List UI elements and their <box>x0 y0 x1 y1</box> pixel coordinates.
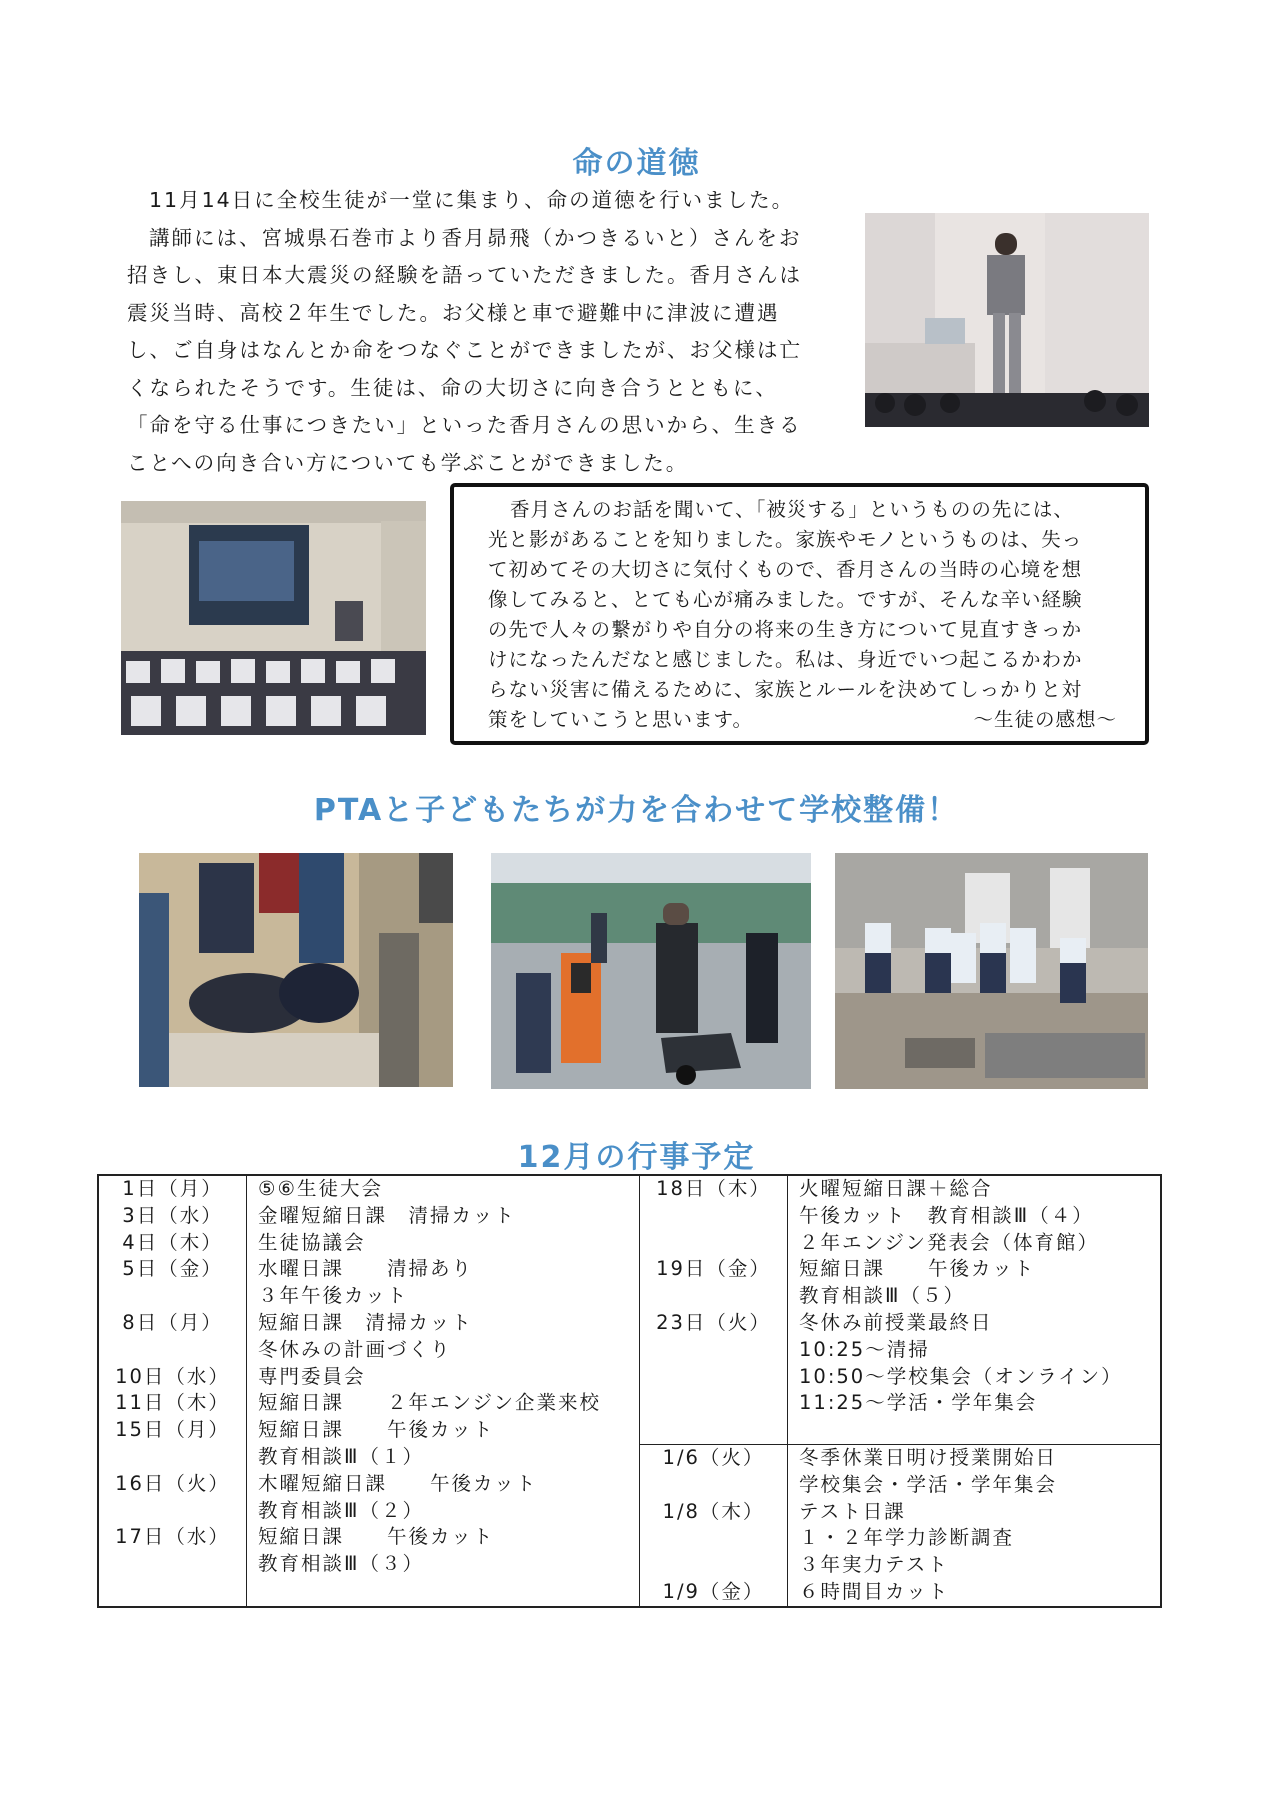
date-cell: 1日（月） <box>122 1177 223 1200</box>
intro-line: し、ご自身はなんとか命をつなぐことができましたが、お父様は亡 <box>127 338 802 362</box>
intro-line: くなられたそうです。生徒は、命の大切さに向き合うとともに、 <box>127 375 778 400</box>
intro-line: 震災当時、高校２年生でした。お父様と車で避難中に津波に遭遇 <box>127 300 780 325</box>
event-cell: 10:25～清掃 <box>799 1337 930 1361</box>
left-event-column <box>247 1175 640 1607</box>
date-cell: 1/9（金） <box>662 1579 765 1603</box>
event-cell: 短縮日課 午後カット <box>258 1418 495 1442</box>
event-cell: 短縮日課 ２年エンジン企業来校 <box>258 1391 602 1415</box>
event-cell: 短縮日課 午後カット <box>799 1257 1036 1281</box>
event-cell: 学校集会・学活・学年集会 <box>799 1472 1058 1496</box>
date-cell: 1/6（火） <box>662 1445 765 1469</box>
date-cell: 4日（木） <box>122 1230 223 1254</box>
event-cell: 教育相談Ⅲ（２） <box>258 1498 424 1522</box>
impression-signature: ～生徒の感想～ <box>973 708 1117 731</box>
event-cell: 生徒協議会 <box>258 1230 366 1254</box>
event-cell: 短縮日課 午後カット <box>258 1525 495 1549</box>
intro-line: ことへの向き合い方についても学ぶことができました。 <box>127 450 689 475</box>
maintenance-photo-3 <box>835 853 1148 1089</box>
event-cell: 水曜日課 清掃あり <box>258 1257 474 1281</box>
maintenance-photo-2 <box>491 853 811 1089</box>
event-cell: １・２年学力診断調査 <box>799 1526 1015 1550</box>
event-cell: テスト日課 <box>799 1499 906 1523</box>
impression-line: けになったんだなと感じました。私は、身近でいつ起こるかわか <box>488 648 1083 671</box>
date-cell: 15日（月） <box>115 1418 230 1442</box>
student-impression-box <box>450 483 1149 745</box>
date-cell: 3日（水） <box>122 1203 223 1227</box>
event-cell: 火曜短縮日課＋総合 <box>799 1177 993 1200</box>
date-cell: 18日（木） <box>656 1177 771 1200</box>
event-cell: 冬休みの計画づくり <box>258 1337 452 1361</box>
right-dec-event-column <box>788 1175 1162 1444</box>
event-cell: 木曜短縮日課 午後カット <box>258 1471 538 1495</box>
impression-line: 策をしていこうと思います。 <box>488 708 753 731</box>
event-cell: 10:50～学校集会（オンライン） <box>799 1364 1123 1388</box>
date-cell: 16日（火） <box>115 1471 230 1495</box>
event-cell: 教育相談Ⅲ（１） <box>258 1444 424 1468</box>
event-cell: 11:25～学活・学年集会 <box>799 1391 1038 1415</box>
impression-line: 光と影があることを知りました。家族やモノというものは、失っ <box>488 528 1083 551</box>
event-cell: 午後カット 教育相談Ⅲ（４） <box>799 1203 1094 1227</box>
event-cell: 専門委員会 <box>258 1364 366 1388</box>
intro-line: 11月14日に全校生徒が一堂に集まり、命の道徳を行いました。 <box>149 188 795 212</box>
date-cell: 1/8（木） <box>662 1499 765 1523</box>
impression-line: の先で人々の繋がりや自分の将来の生き方について見直すきっか <box>488 618 1083 641</box>
auditorium-photo <box>121 501 426 735</box>
impression-line: て初めてその大切さに気付くもので、香月さんの当時の心境を想 <box>488 558 1083 581</box>
event-cell: 冬休み前授業最終日 <box>799 1310 993 1334</box>
event-cell: ３年午後カット <box>258 1284 409 1308</box>
speaker-photo <box>865 213 1149 427</box>
date-cell: 17日（水） <box>115 1525 230 1549</box>
event-cell: ２年エンジン発表会（体育館） <box>799 1230 1100 1254</box>
intro-line: 講師には、宮城県石巻市より香月昴飛（かつきるいと）さんをお <box>149 225 802 250</box>
event-cell: ３年実力テスト <box>799 1553 949 1577</box>
intro-paragraph <box>127 182 842 482</box>
event-cell: 教育相談Ⅲ（５） <box>799 1284 965 1308</box>
date-cell: 11日（木） <box>115 1391 230 1415</box>
event-cell: 教育相談Ⅲ（３） <box>258 1552 424 1576</box>
date-cell: 8日（月） <box>122 1310 223 1334</box>
right-jan-event-column <box>788 1444 1162 1606</box>
maintenance-photo-1 <box>139 853 453 1087</box>
event-cell: ６時間目カット <box>799 1579 950 1603</box>
event-cell: 短縮日課 清掃カット <box>258 1310 473 1334</box>
section-title-pta: PTAと子どもたちが力を合わせて学校整備！ <box>313 793 960 828</box>
impression-line: らない災害に備えるために、家族とルールを決めてしっかりと対 <box>488 678 1083 701</box>
impression-line: 香月さんのお話を聞いて、「被災する」というものの先には、 <box>510 498 1074 521</box>
right-dec-date-column <box>640 1175 788 1444</box>
date-cell: 10日（水） <box>115 1364 230 1388</box>
right-jan-date-column <box>640 1444 788 1606</box>
event-cell: 金曜短縮日課 清掃カット <box>258 1203 516 1227</box>
schedule-table <box>97 1174 1162 1608</box>
section-title-december-schedule: 12月の行事予定 <box>517 1140 756 1175</box>
date-cell: 19日（金） <box>656 1257 771 1281</box>
event-cell: 冬季休業日明け授業開始日 <box>799 1445 1058 1469</box>
intro-line: 「命を守る仕事につきたい」といった香月さんの思いから、生きる <box>127 413 802 437</box>
left-date-column <box>98 1175 247 1607</box>
event-cell: ⑤⑥生徒大会 <box>258 1177 383 1200</box>
impression-line: 像してみると、とても心が痛みました。ですが、そんな辛い経験 <box>488 588 1083 611</box>
date-cell: 23日（火） <box>656 1310 771 1334</box>
section-title-inochi-no-dotoku: 命の道徳 <box>572 146 701 181</box>
intro-line: 招きし、東日本大震災の経験を語っていただきました。香月さんは <box>127 263 802 287</box>
date-cell: 5日（金） <box>122 1257 223 1281</box>
